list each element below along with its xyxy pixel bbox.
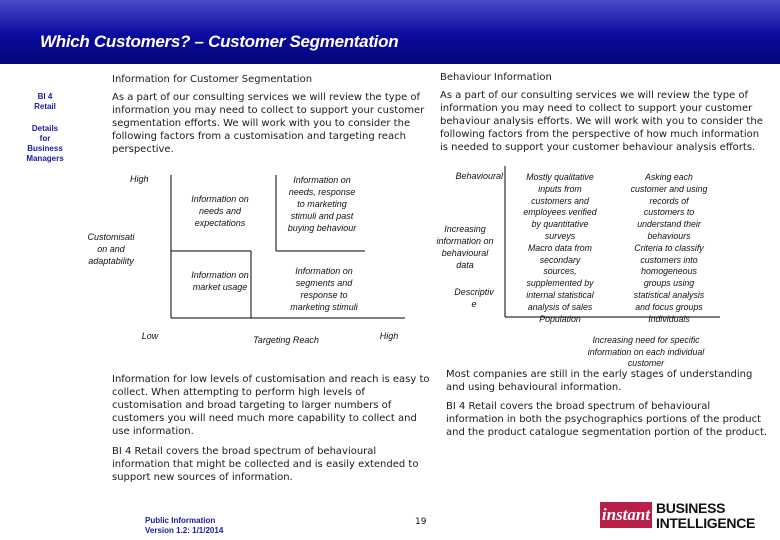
behaviour-heading: Behaviour Information (440, 72, 552, 83)
behaviour-y-label: Increasing information on behavioural data (436, 224, 494, 270)
logo-business: BUSINESS (656, 500, 726, 516)
behaviour-axis-descriptive: Descriptiv e (454, 287, 494, 309)
footer-classification: Public Information (145, 516, 216, 525)
segmentation-body-1: Information for low levels of customisation and reach is easy to collect. When attempting to perform high levels of customisation and broad targeting to larger numbers of customers you will need much more capability to collect and use information. (112, 374, 430, 437)
matrix-x-label: Targeting Reach (253, 335, 319, 345)
segmentation-heading: Information for Customer Segmentation (112, 74, 313, 85)
matrix-y-low: Low (141, 331, 159, 341)
sidebar-brand: BI 4 Retail (34, 92, 56, 111)
matrix-cell-bottom-right: Information on segments and response to marketing stimuli (290, 266, 358, 312)
logo-instant: instant (601, 505, 651, 524)
matrix-cell-top-right: Information on needs, response to marketing stimuli and past buying behaviour (287, 175, 357, 233)
matrix-cell-bottom-left: Information on market usage (191, 270, 249, 292)
behaviour-x-label: Increasing need for specific information on each individual customer (587, 335, 705, 368)
behaviour-intro: As a part of our consulting services we will review the type of information you may need to collect to support your customer behaviour analysis efforts. We will work with you to consider the following factors from the perspective of how much information is needed to support your customer behaviour analysis efforts. (440, 90, 763, 153)
behaviour-body-2: BI 4 Retail covers the broad spectrum of behavioural information in both the psychographics portions of the product and the product catalogue segmentation portion of the product. (446, 401, 768, 438)
segmentation-intro: As a part of our consulting services we will review the type of information you may need to collect to support your customer segmentation efforts. We will work with you to consider the following factors from a customisation and targeting reach perspective. (112, 92, 425, 155)
behaviour-column-2: Asking each customer and using records of customers to understand their behaviours Criteria to classify customers into homogeneous groups using statistical analysis and focus groups Individuals (630, 172, 708, 324)
matrix-cell-top-left: Information on needs and expectations (191, 194, 249, 228)
behaviour-axis-behavioural: Behavioural (455, 171, 503, 181)
matrix-y-high: High (130, 174, 149, 184)
sidebar-subtitle: Details for Business Managers (26, 124, 64, 163)
segmentation-body-2: BI 4 Retail covers the broad spectrum of behavioural information that might be collected and is easily extended to support new sources of information. (112, 446, 419, 483)
logo-wordmark (656, 501, 755, 531)
matrix-x-high: High (379, 331, 399, 341)
behaviour-column-1: Mostly qualitative inputs from customers and employees verified by quantitative surveys Macro data from secondary sources, supplemented by internal statistical analysis of sales Population (523, 172, 597, 324)
page-title: Which Customers? – Customer Segmentation (40, 32, 399, 51)
footer-version: Version 1.2: 1/1/2014 (145, 526, 224, 535)
behaviour-body-1: Most companies are still in the early stages of understanding and using behavioural information. (446, 369, 753, 393)
logo-badge (600, 502, 652, 528)
page-number: 19 (415, 517, 427, 527)
matrix-y-label: Customisati on and adaptability (87, 232, 135, 266)
logo-intelligence: INTELLIGENCE (656, 515, 756, 531)
